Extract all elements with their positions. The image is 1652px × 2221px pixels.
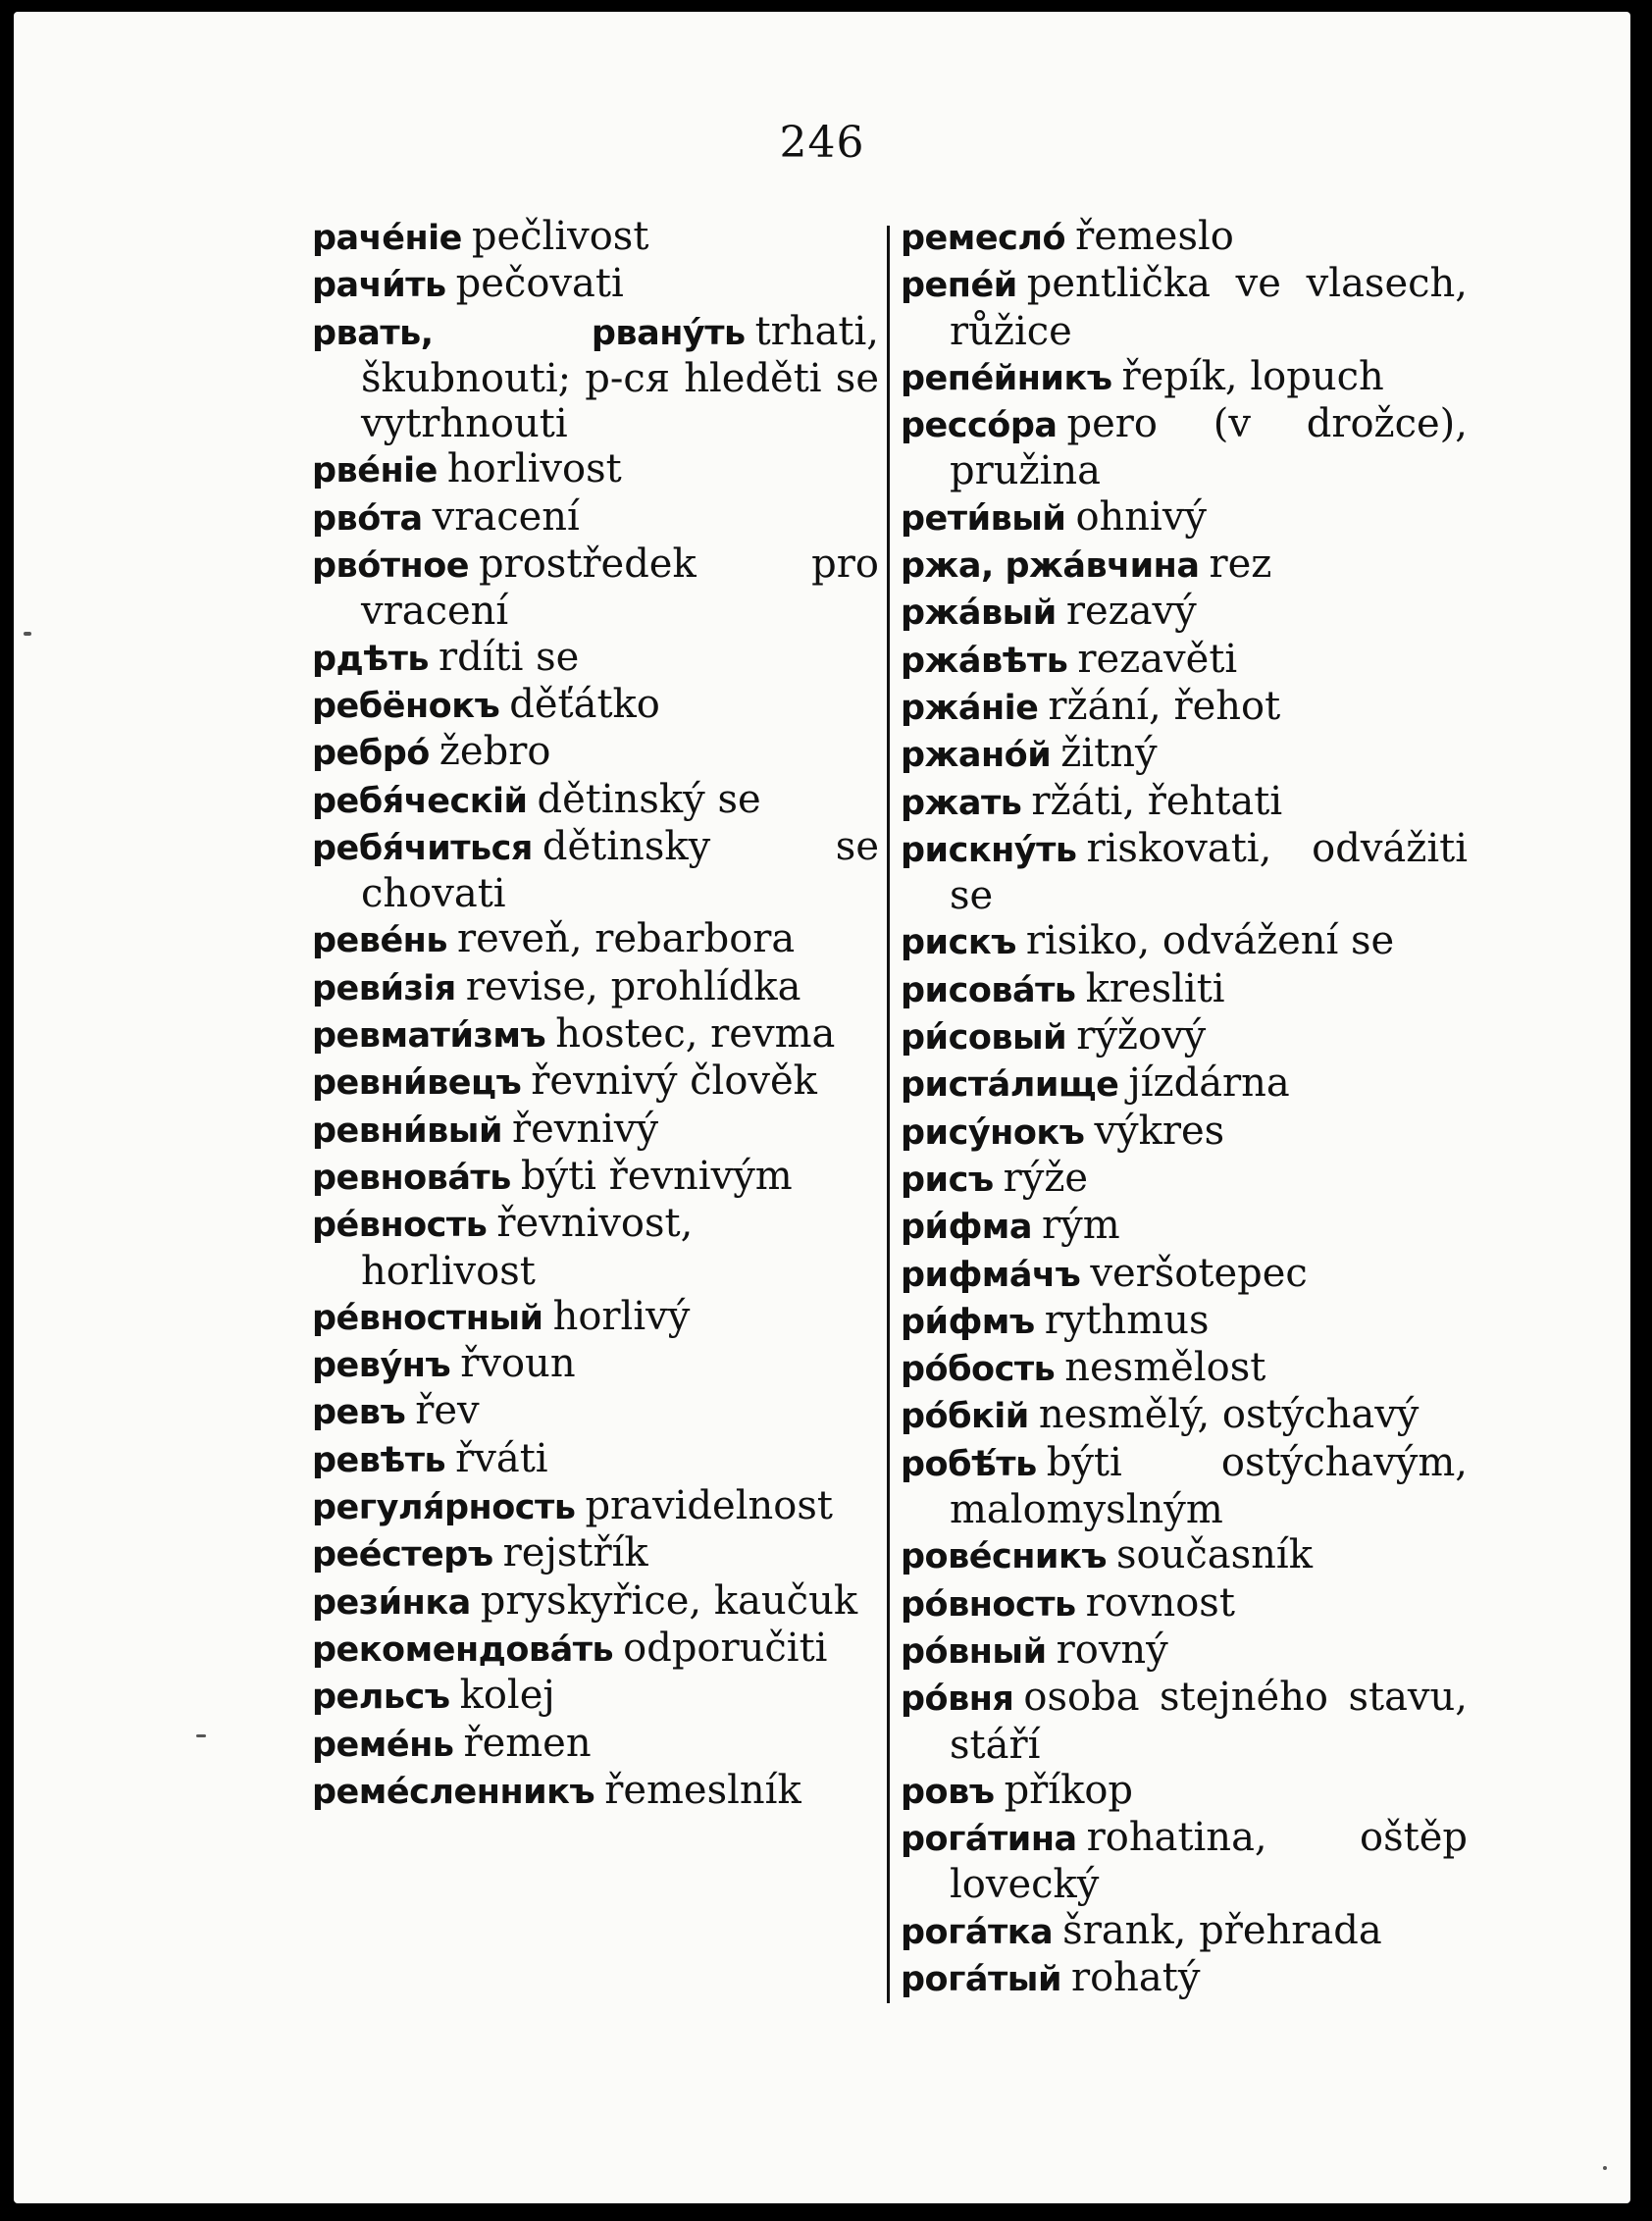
scan-speck: [24, 632, 31, 636]
dictionary-entry: [901, 1440, 1468, 1533]
entry-translation: pero (v drožce), pružina: [950, 401, 1468, 494]
entry-headword: ристáлище: [901, 1065, 1119, 1106]
entry-translation: šrank, přehrada: [1062, 1907, 1382, 1953]
dictionary-entry: [312, 494, 879, 542]
entry-headword: ровéсникъ: [901, 1537, 1107, 1577]
dictionary-entry: [312, 1721, 879, 1768]
entry-translation: děťátko: [509, 681, 660, 727]
dictionary-entry: [312, 777, 879, 824]
dictionary-page: [14, 12, 1630, 2203]
page-number: 246: [779, 118, 865, 168]
entry-headword: рессóра: [901, 406, 1058, 446]
entry-translation: nesmělý, ostýchavý: [1038, 1392, 1420, 1438]
entry-headword: реви́зія: [312, 968, 456, 1008]
dictionary-entry: [901, 1392, 1468, 1439]
dictionary-entry: [901, 1532, 1468, 1579]
entry-headword: рези́нка: [312, 1582, 471, 1623]
entry-headword: робѣ́ть: [901, 1444, 1037, 1484]
entry-translation: řepík, lopuch: [1121, 353, 1384, 399]
entry-translation: trhati, škubnouti; р-ся hleděti se vytrhnouti: [361, 308, 879, 447]
entry-translation: veršotepec: [1090, 1250, 1308, 1296]
dictionary-entry: [901, 1675, 1468, 1768]
entry-headword: рвóтное: [312, 546, 469, 587]
entry-headword: рóвность: [901, 1584, 1076, 1625]
entry-headword: ржáвый: [901, 594, 1057, 634]
dictionary-entry: [901, 589, 1468, 636]
dictionary-entry: [901, 637, 1468, 684]
entry-headword: ревѣть: [312, 1440, 446, 1480]
entry-headword: рису́нокъ: [901, 1112, 1085, 1153]
dictionary-entry: [901, 1768, 1468, 1815]
dictionary-entry: [901, 1580, 1468, 1627]
entry-translation: výkres: [1094, 1108, 1225, 1154]
entry-headword: ревéнь: [312, 921, 447, 961]
entry-translation: dětinský se: [537, 776, 761, 822]
entry-headword: рвéніе: [312, 451, 438, 491]
dictionary-entry: [312, 1626, 879, 1673]
dictionary-entry: [901, 1109, 1468, 1156]
entry-headword: ровъ: [901, 1772, 995, 1812]
entry-translation: nesmělost: [1064, 1345, 1266, 1391]
dictionary-entry: [312, 261, 879, 308]
entry-translation: pečlivost: [471, 214, 649, 259]
entry-headword: ремеслó: [901, 219, 1066, 258]
entry-headword: репéй: [901, 266, 1017, 306]
entry-translation: prostředek pro vracení: [361, 542, 879, 635]
dictionary-entry: [312, 1059, 879, 1106]
entry-translation: riskovati, odvážiti se: [950, 825, 1468, 919]
entry-headword: рисовáть: [901, 970, 1076, 1010]
dictionary-entry: [312, 1578, 879, 1626]
entry-headword: ревъ: [312, 1393, 406, 1433]
entry-translation: řevnivost, horlivost: [361, 1201, 694, 1294]
entry-headword: ржанóй: [901, 736, 1052, 776]
dictionary-entry: [901, 354, 1468, 401]
dictionary-entry: [312, 682, 879, 729]
entry-headword: рóвный: [901, 1631, 1047, 1672]
scan-speck: [196, 1734, 206, 1737]
dictionary-entry: [312, 824, 879, 917]
entry-translation: horlivost: [446, 446, 622, 492]
entry-translation: řev: [415, 1388, 480, 1434]
entry-translation: rezavý: [1065, 589, 1197, 635]
entry-headword: ремéсленникъ: [312, 1772, 595, 1812]
entry-translation: ržání, řehot: [1048, 683, 1281, 729]
entry-translation: rovný: [1056, 1627, 1168, 1673]
dictionary-entry: [901, 1298, 1468, 1345]
entry-translation: býti řevnivým: [520, 1153, 793, 1199]
entry-headword: рéвностный: [312, 1298, 543, 1338]
left-column: [312, 214, 879, 1815]
entry-headword: рóбкій: [901, 1397, 1029, 1437]
dictionary-entry: [312, 1294, 879, 1341]
entry-headword: рогáтина: [901, 1820, 1077, 1860]
entry-translation: rythmus: [1044, 1297, 1210, 1343]
entry-translation: revise, prohlídka: [465, 963, 801, 1009]
dictionary-entry: [901, 261, 1468, 354]
entry-headword: рдѣть: [312, 639, 429, 679]
entry-translation: býti ostýchavým, malomyslným: [950, 1439, 1468, 1533]
entry-translation: řvoun: [460, 1341, 576, 1387]
dictionary-entry: [312, 1154, 879, 1201]
entry-translation: pečovati: [455, 261, 624, 307]
scan-speck: [1603, 2166, 1607, 2170]
dictionary-entry: [312, 542, 879, 635]
dictionary-entry: [901, 1203, 1468, 1250]
dictionary-entry: [901, 1627, 1468, 1675]
entry-headword: ри́фмъ: [901, 1302, 1035, 1342]
entry-translation: rezavěti: [1077, 636, 1238, 682]
entry-translation: hostec, revma: [555, 1011, 836, 1058]
entry-translation: současník: [1116, 1532, 1313, 1578]
entry-translation: rohatý: [1070, 1954, 1201, 2000]
entry-translation: kolej: [459, 1673, 555, 1719]
entry-translation: odporučiti: [623, 1625, 828, 1671]
dictionary-entry: [901, 1815, 1468, 1908]
dictionary-entry: [312, 1388, 879, 1435]
entry-headword: ревновáть: [312, 1158, 511, 1198]
entry-headword: рогáтка: [901, 1912, 1054, 1952]
entry-translation: rohatina, oštěp lovecký: [950, 1815, 1468, 1908]
entry-headword: ревмати́змъ: [312, 1016, 546, 1057]
dictionary-entry: [312, 1768, 879, 1815]
entry-translation: řevnivý: [511, 1106, 659, 1152]
entry-translation: rýžový: [1076, 1013, 1207, 1059]
entry-translation: rým: [1042, 1203, 1120, 1249]
dictionary-entry: [312, 916, 879, 963]
entry-headword: рóвня: [901, 1679, 1014, 1720]
dictionary-entry: [901, 826, 1468, 919]
entry-translation: pravidelnost: [585, 1483, 833, 1529]
entry-translation: řváti: [455, 1435, 548, 1481]
dictionary-entry: [312, 1011, 879, 1059]
entry-headword: рифмáчъ: [901, 1255, 1081, 1295]
dictionary-entry: [312, 1483, 879, 1530]
entry-translation: příkop: [1004, 1767, 1134, 1813]
entry-headword: рвать, рвану́ть: [312, 313, 746, 353]
dictionary-entry: [312, 1530, 879, 1577]
entry-translation: žebro: [439, 729, 551, 775]
entry-translation: osoba stejného stavu, stáří: [950, 1675, 1468, 1768]
entry-headword: рискъ: [901, 923, 1016, 963]
entry-headword: рачи́ть: [312, 266, 446, 306]
entry-translation: rdíti se: [439, 634, 580, 680]
dictionary-entry: [901, 684, 1468, 731]
entry-translation: pentlička ve vlasech, růžice: [950, 261, 1468, 354]
dictionary-entry: [901, 1013, 1468, 1060]
entry-headword: ребя́ческій: [312, 781, 528, 821]
entry-headword: ржáвѣть: [901, 641, 1068, 681]
entry-translation: řevnivý člověk: [531, 1059, 817, 1105]
entry-headword: рекомендовáть: [312, 1629, 614, 1670]
right-column: [901, 214, 1468, 2002]
dictionary-entry: [312, 1201, 879, 1294]
entry-headword: рвóта: [312, 498, 423, 539]
entry-headword: ржать: [901, 783, 1022, 823]
dictionary-entry: [901, 494, 1468, 542]
entry-headword: ребя́читься: [312, 828, 533, 868]
entry-headword: рéвность: [312, 1206, 488, 1246]
column-divider: [887, 226, 890, 2003]
dictionary-entry: [312, 729, 879, 776]
entry-translation: ohnivý: [1075, 493, 1208, 540]
dictionary-entry: [901, 1251, 1468, 1298]
dictionary-entry: [901, 779, 1468, 826]
dictionary-entry: [901, 401, 1468, 494]
entry-headword: рети́вый: [901, 498, 1066, 539]
dictionary-entry: [901, 966, 1468, 1013]
dictionary-entry: [901, 1156, 1468, 1203]
entry-translation: vracení: [432, 493, 580, 540]
entry-translation: řemeslo: [1075, 214, 1234, 259]
dictionary-entry: [312, 1436, 879, 1483]
dictionary-entry: [901, 542, 1468, 589]
entry-translation: žitný: [1060, 731, 1158, 777]
entry-headword: ржáніе: [901, 688, 1039, 728]
dictionary-entry: [901, 731, 1468, 778]
entry-headword: ри́фма: [901, 1208, 1033, 1248]
entry-headword: рогáтый: [901, 1959, 1061, 1999]
dictionary-entry: [901, 918, 1468, 965]
entry-headword: ри́совый: [901, 1018, 1067, 1059]
dictionary-entry: [901, 1060, 1468, 1108]
entry-translation: rovnost: [1085, 1579, 1235, 1626]
dictionary-entry: [901, 1345, 1468, 1392]
entry-translation: řemeslník: [604, 1767, 801, 1813]
entry-headword: рельсъ: [312, 1678, 450, 1718]
entry-translation: reveň, rebarbora: [457, 916, 796, 962]
entry-translation: řemen: [463, 1720, 592, 1766]
dictionary-entry: [901, 1908, 1468, 1955]
dictionary-entry: [312, 635, 879, 682]
entry-translation: pryskyřice, kaučuk: [480, 1577, 858, 1624]
entry-headword: ремéнь: [312, 1725, 454, 1765]
entry-headword: реéстеръ: [312, 1535, 493, 1575]
entry-translation: rez: [1209, 542, 1272, 588]
dictionary-entry: [312, 964, 879, 1011]
entry-translation: horlivý: [552, 1293, 691, 1339]
dictionary-entry: [901, 214, 1468, 261]
entry-translation: rejstřík: [502, 1530, 648, 1576]
dictionary-entry: [312, 309, 879, 447]
entry-headword: ребрó: [312, 734, 430, 774]
entry-headword: рисъ: [901, 1160, 994, 1200]
entry-headword: ребёнокъ: [312, 686, 500, 726]
dictionary-entry: [312, 1673, 879, 1720]
entry-headword: рóбость: [901, 1350, 1056, 1390]
entry-translation: dětinsky se chovati: [361, 823, 879, 917]
entry-headword: регуля́рность: [312, 1488, 576, 1528]
entry-headword: репéйникъ: [901, 358, 1112, 398]
dictionary-entry: [312, 446, 879, 493]
entry-translation: jízdárna: [1128, 1060, 1290, 1107]
entry-headword: ревни́вый: [312, 1110, 502, 1151]
entry-headword: рачéніе: [312, 219, 462, 258]
entry-translation: ržáti, řehtati: [1031, 778, 1283, 824]
dictionary-entry: [312, 1341, 879, 1388]
dictionary-entry: [901, 1955, 1468, 2002]
entry-translation: risiko, odvážení se: [1025, 918, 1395, 964]
entry-headword: реву́нъ: [312, 1346, 451, 1386]
entry-headword: рискну́ть: [901, 830, 1077, 870]
entry-headword: ревни́вецъ: [312, 1063, 522, 1104]
entry-headword: ржа, ржáвчина: [901, 546, 1200, 587]
dictionary-entry: [312, 1107, 879, 1154]
dictionary-entry: [312, 214, 879, 261]
entry-translation: kresliti: [1085, 965, 1225, 1011]
entry-translation: rýže: [1003, 1155, 1089, 1201]
